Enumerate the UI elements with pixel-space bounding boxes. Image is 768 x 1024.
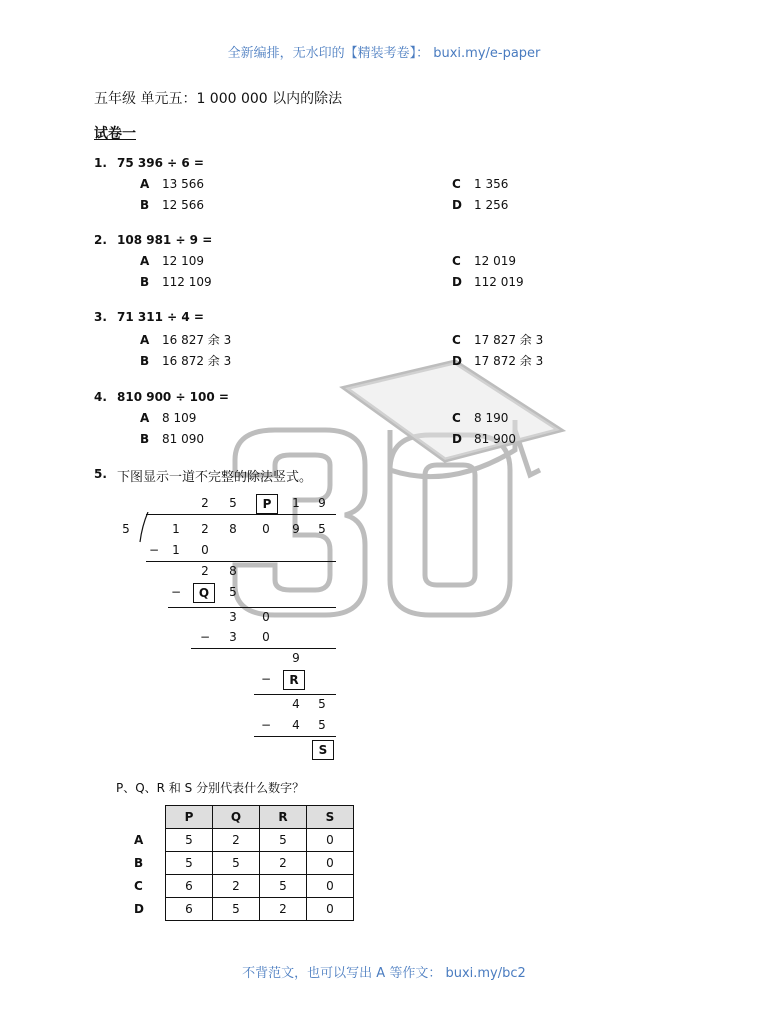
option-letter: D (452, 198, 462, 212)
option-letter: B (140, 275, 150, 289)
option-a[interactable] (140, 331, 231, 348)
option-b[interactable] (140, 198, 204, 212)
table-cell: 0 (307, 898, 354, 921)
option-b[interactable] (140, 432, 204, 446)
table-cell: 5 (260, 829, 307, 852)
option-value: 12 566 (162, 198, 204, 212)
question-5-text: 下图显示一道不完整的除法竖式。 (117, 470, 313, 485)
row-label: D (134, 902, 144, 916)
option-b[interactable] (140, 275, 212, 289)
table-cell: 6 (166, 875, 213, 898)
table-cell: 5 (166, 852, 213, 875)
question-1-text: 75 396 ÷ 6 = (117, 156, 204, 170)
dividend-digit: 8 (229, 522, 237, 536)
quotient-digit: 1 (292, 496, 300, 510)
table-cell: 2 (260, 898, 307, 921)
option-value: 13 566 (162, 177, 204, 191)
table-cell: 2 (260, 852, 307, 875)
option-a[interactable] (140, 177, 204, 191)
answer-row-d[interactable] (130, 898, 354, 921)
table-cell: 5 (166, 829, 213, 852)
option-value: 12 019 (474, 254, 516, 268)
option-letter: C (452, 177, 461, 191)
question-4-text: 810 900 ÷ 100 = (117, 390, 229, 404)
option-d[interactable] (452, 198, 508, 212)
option-letter: D (452, 354, 462, 368)
option-letter: A (140, 411, 150, 425)
option-value: 81 900 (474, 432, 516, 446)
page-title: 五年级 单元五：1 000 000 以内的除法 (94, 91, 343, 107)
option-letter: B (140, 198, 150, 212)
header-s: S (307, 806, 354, 829)
option-letter: C (452, 411, 461, 425)
dividend-digit: 1 (172, 522, 180, 536)
table-cell: 5 (213, 852, 260, 875)
question-5-number: 5. (94, 467, 107, 481)
option-letter: B (140, 432, 150, 446)
option-b[interactable] (140, 352, 231, 369)
answer-row-b[interactable] (130, 852, 354, 875)
question-1-number: 1. (94, 156, 107, 170)
option-d[interactable] (452, 275, 524, 289)
step-line (191, 648, 336, 649)
option-c[interactable] (452, 254, 516, 268)
dividend-digit: 5 (318, 522, 326, 536)
option-value: 8 109 (162, 411, 197, 425)
step-digit: 9 (292, 651, 300, 665)
box-q: Q (193, 583, 215, 603)
header-watermark-link: 全新编排，无水印的【精装考卷】： buxi.my/e-paper (227, 46, 541, 61)
row-label: C (134, 879, 143, 893)
answer-row-a[interactable] (130, 829, 354, 852)
option-d[interactable] (452, 432, 516, 446)
dividend-digit: 9 (292, 522, 300, 536)
option-c[interactable] (452, 411, 508, 425)
box-r: R (283, 670, 305, 690)
option-value: 17 827 余 3 (474, 333, 544, 347)
step-digit: 5 (318, 697, 326, 711)
step-digit: 5 (318, 718, 326, 732)
table-cell: 0 (307, 852, 354, 875)
step-digit: 0 (262, 630, 270, 644)
table-cell: 0 (307, 875, 354, 898)
step-line (254, 736, 336, 737)
question-3-text: 71 311 ÷ 4 = (117, 310, 204, 324)
step-line (146, 561, 336, 562)
table-cell: 5 (213, 898, 260, 921)
question-2-text: 108 981 ÷ 9 = (117, 233, 213, 247)
option-letter: A (140, 254, 150, 268)
option-value: 112 019 (474, 275, 524, 289)
option-letter: C (452, 254, 461, 268)
option-value: 8 190 (474, 411, 509, 425)
divisor: 5 (122, 522, 130, 536)
step-digit: 4 (292, 697, 300, 711)
option-letter: A (140, 177, 150, 191)
dividend-digit: 0 (262, 522, 270, 536)
answer-table (130, 805, 354, 921)
option-letter: B (140, 354, 150, 368)
option-d[interactable] (452, 352, 543, 369)
table-cell: 2 (213, 829, 260, 852)
question-5-prompt: P、Q、R 和 S 分别代表什么数字？ (116, 781, 305, 795)
option-a[interactable] (140, 411, 196, 425)
table-cell: 2 (213, 875, 260, 898)
division-bracket (138, 512, 152, 544)
step-digit: 1 (172, 543, 180, 557)
division-line (146, 514, 336, 515)
question-2-number: 2. (94, 233, 107, 247)
quotient-digit: 5 (229, 496, 237, 510)
minus-sign: − (260, 672, 272, 686)
option-letter: D (452, 275, 462, 289)
option-c[interactable] (452, 331, 543, 348)
step-digit: 2 (201, 564, 209, 578)
minus-sign: − (260, 718, 272, 732)
dividend-digit: 2 (201, 522, 209, 536)
box-p: P (256, 494, 278, 514)
option-c[interactable] (452, 177, 508, 191)
minus-sign: − (170, 585, 182, 599)
question-3-number: 3. (94, 310, 107, 324)
quotient-digit: 9 (318, 496, 326, 510)
step-digit: 4 (292, 718, 300, 732)
option-letter: A (140, 333, 150, 347)
option-value: 16 872 余 3 (162, 354, 232, 368)
option-value: 17 872 余 3 (474, 354, 544, 368)
option-letter: C (452, 333, 461, 347)
row-label: B (134, 856, 144, 870)
option-letter: D (452, 432, 462, 446)
paper-label: 试卷一 (94, 126, 136, 142)
step-digit: 0 (262, 610, 270, 624)
step-digit: 8 (229, 564, 237, 578)
minus-sign: − (199, 630, 211, 644)
table-cell: 6 (166, 898, 213, 921)
option-value: 16 827 余 3 (162, 333, 232, 347)
step-digit: 3 (229, 630, 237, 644)
option-value: 112 109 (162, 275, 212, 289)
step-line (254, 694, 336, 695)
option-value: 1 356 (474, 177, 509, 191)
box-s: S (312, 740, 334, 760)
option-a[interactable] (140, 254, 204, 268)
minus-sign: − (148, 543, 160, 557)
header-q: Q (213, 806, 260, 829)
header-p: P (166, 806, 213, 829)
footer-watermark-link: 不背范文，也可以写出 A 等作文： buxi.my/bc2 (242, 966, 526, 981)
row-label: A (134, 833, 144, 847)
option-value: 1 256 (474, 198, 509, 212)
table-cell: 0 (307, 829, 354, 852)
step-line (168, 607, 336, 608)
step-digit: 0 (201, 543, 209, 557)
quotient-digit: 2 (201, 496, 209, 510)
table-cell: 5 (260, 875, 307, 898)
header-r: R (260, 806, 307, 829)
question-4-number: 4. (94, 390, 107, 404)
option-value: 81 090 (162, 432, 204, 446)
answer-row-c[interactable] (130, 875, 354, 898)
step-digit: 5 (229, 585, 237, 599)
step-digit: 3 (229, 610, 237, 624)
option-value: 12 109 (162, 254, 204, 268)
